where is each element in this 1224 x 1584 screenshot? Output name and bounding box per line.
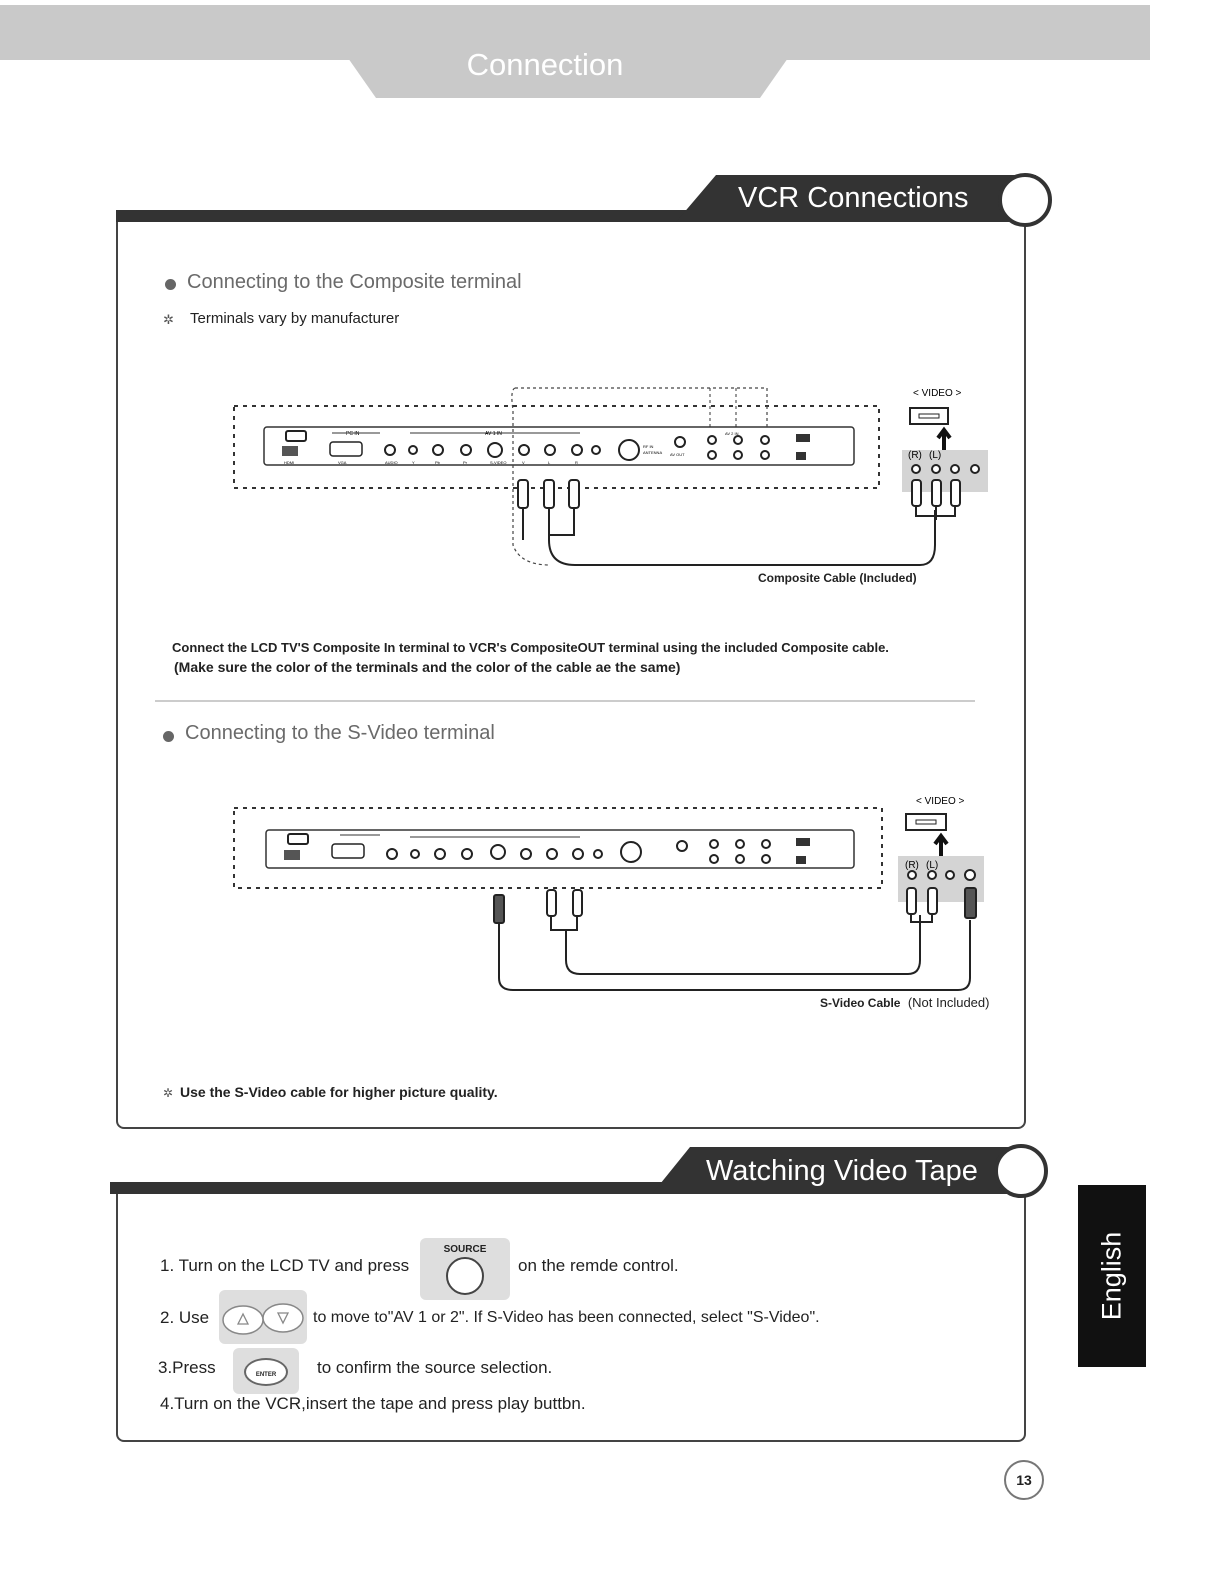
pr-port-label: Pr bbox=[463, 460, 467, 465]
video-device-label-1: < VIDEO > bbox=[913, 388, 962, 399]
note-icon: ✲ bbox=[163, 312, 174, 327]
y-port-label: Y bbox=[412, 460, 415, 465]
audio-cable-line bbox=[551, 915, 920, 974]
v-jack bbox=[519, 445, 529, 455]
vcr-plug-r-1 bbox=[912, 480, 921, 506]
arrow-up-icon-2 bbox=[935, 836, 947, 858]
l-port-label: L bbox=[548, 460, 551, 465]
source-button-box bbox=[420, 1238, 510, 1300]
svideo-tip: Use the S-Video cable for higher picture quality. bbox=[180, 1084, 498, 1100]
rf-in-jack-2 bbox=[621, 842, 641, 862]
r-jack bbox=[572, 445, 582, 455]
av2-v-top bbox=[761, 436, 769, 444]
antenna-label: ANTENNA bbox=[643, 450, 663, 455]
svideo-cable-label bbox=[820, 995, 989, 1010]
page-title: Connection bbox=[466, 47, 624, 82]
composite-bullet bbox=[165, 279, 176, 290]
hdmi-label: HDMI bbox=[284, 460, 295, 465]
switch-1b bbox=[796, 838, 810, 846]
switch-2 bbox=[796, 452, 806, 460]
enter-button-box bbox=[233, 1348, 299, 1394]
svideo-port-label: S-VIDEO bbox=[490, 460, 507, 465]
step-3-text: 3.Press bbox=[158, 1358, 216, 1377]
arrow-up-icon bbox=[938, 430, 950, 452]
section-divider bbox=[155, 700, 975, 702]
l-jack-2 bbox=[547, 849, 557, 859]
enter-label: ENTER bbox=[255, 1372, 277, 1378]
rf-in-label: RF IN bbox=[643, 444, 654, 449]
vcr-section-title: VCR Connections bbox=[738, 182, 969, 214]
vcr-cable-join-1 bbox=[916, 506, 955, 520]
aux-jack bbox=[592, 446, 600, 454]
r-port-label: R bbox=[575, 460, 578, 465]
pb-port-label: Pb bbox=[435, 460, 440, 465]
pb-jack-2 bbox=[435, 849, 445, 859]
l-jack bbox=[545, 445, 555, 455]
vcr-plug-r-2 bbox=[907, 888, 916, 914]
step-4-text: 4.Turn on the VCR,insert the tape and press play buttbn. bbox=[160, 1394, 586, 1413]
step-2-text-end: to move to"AV 1 or 2". If S-Video has been connected, select "S-Video". bbox=[313, 1309, 820, 1326]
svideo-bullet bbox=[163, 731, 174, 742]
vcr-v-jack-2 bbox=[946, 871, 954, 879]
rf-in-jack bbox=[619, 440, 639, 460]
language-label: English bbox=[1096, 1231, 1127, 1321]
watching-section-title: Watching Video Tape bbox=[706, 1155, 978, 1187]
vcr-plug-l-2 bbox=[928, 888, 937, 914]
vcr-svideo-jack-1 bbox=[971, 465, 979, 473]
vcr-section-circle bbox=[998, 173, 1052, 227]
tv-side-cables bbox=[523, 508, 574, 540]
av2-r-bottom-2 bbox=[710, 855, 718, 863]
v-jack-2 bbox=[521, 849, 531, 859]
vcr-v-jack-1 bbox=[951, 465, 959, 473]
step-1-text: 1. Turn on the LCD TV and press bbox=[160, 1256, 410, 1275]
av2-label: AV 2 IN bbox=[725, 431, 739, 436]
vga-port bbox=[330, 442, 362, 456]
switch-2b bbox=[796, 856, 806, 864]
av2-v-bottom-2 bbox=[762, 855, 770, 863]
y-jack bbox=[409, 446, 417, 454]
y-jack-2 bbox=[411, 850, 419, 858]
av2-l-top bbox=[734, 436, 742, 444]
vga-label: VGA bbox=[338, 460, 347, 465]
svideo-cable-name: S-Video Cable bbox=[820, 996, 901, 1010]
av2-v-bottom bbox=[761, 451, 769, 459]
composite-diagram bbox=[230, 380, 1000, 590]
left-label-2: (L) bbox=[926, 860, 939, 871]
audio-jack bbox=[385, 445, 395, 455]
av2-r-top bbox=[708, 436, 716, 444]
watching-section-circle bbox=[994, 1144, 1048, 1198]
av2-r-bottom bbox=[708, 451, 716, 459]
vga-port-2 bbox=[332, 844, 364, 858]
av2-l-bottom-2 bbox=[736, 855, 744, 863]
right-label-1: (R) bbox=[908, 450, 922, 461]
svideo-diagram bbox=[230, 790, 1000, 1000]
tv-plug-l-2 bbox=[547, 890, 556, 916]
source-label: SOURCE bbox=[443, 1244, 487, 1255]
language-tab bbox=[1078, 1185, 1146, 1367]
pb-jack bbox=[433, 445, 443, 455]
vcr-device-1 bbox=[910, 408, 948, 424]
audio-port-label: AUDIO bbox=[385, 460, 398, 465]
vcr-device-2 bbox=[906, 814, 946, 830]
vcr-svideo-jack-2 bbox=[965, 870, 975, 880]
vcr-section-bar bbox=[116, 210, 716, 222]
hdmi-port bbox=[286, 431, 306, 441]
tv-panel-outline-2 bbox=[234, 808, 882, 888]
hdmi-port-lower bbox=[282, 446, 298, 456]
audio-jack-2 bbox=[387, 849, 397, 859]
av2-l-bottom bbox=[734, 451, 742, 459]
composite-heading: Connecting to the Composite terminal bbox=[187, 271, 522, 293]
svideo-plug-tv bbox=[494, 895, 504, 923]
pr-jack bbox=[461, 445, 471, 455]
av-out-jack bbox=[675, 437, 685, 447]
aux-jack-2 bbox=[594, 850, 602, 858]
svideo-heading: Connecting to the S-Video terminal bbox=[185, 722, 495, 744]
page-number: 13 bbox=[1004, 1460, 1044, 1500]
pr-jack-2 bbox=[462, 849, 472, 859]
vcr-l-jack-1 bbox=[932, 465, 940, 473]
svideo-jack-2 bbox=[491, 845, 505, 859]
av2-r-top-2 bbox=[710, 840, 718, 848]
hdmi-port-2 bbox=[288, 834, 308, 844]
arrow-buttons-icon bbox=[219, 1290, 307, 1344]
step-1-text-end: on the remde control. bbox=[518, 1256, 679, 1275]
av-out-jack-2 bbox=[677, 841, 687, 851]
up-arrow-button[interactable] bbox=[223, 1306, 263, 1334]
left-label-1: (L) bbox=[929, 450, 942, 461]
tip-icon: ✲ bbox=[163, 1086, 174, 1100]
svideo-jack bbox=[488, 443, 502, 457]
down-arrow-button[interactable] bbox=[263, 1304, 303, 1332]
av2-v-top-2 bbox=[762, 840, 770, 848]
tv-plug-r-2 bbox=[573, 890, 582, 916]
source-button[interactable] bbox=[446, 1257, 484, 1295]
switch-1 bbox=[796, 434, 810, 442]
vcr-cable-join-2 bbox=[911, 914, 932, 922]
step-2-text: 2. Use bbox=[160, 1308, 210, 1327]
vcr-l-jack-2 bbox=[928, 871, 936, 879]
svideo-cable-note: (Not Included) bbox=[907, 995, 990, 1010]
vcr-plug-l-1 bbox=[932, 480, 941, 506]
watching-section-bar bbox=[110, 1182, 680, 1194]
composite-instruction-2: (Make sure the color of the terminals and the color of the cable ae the same) bbox=[174, 659, 681, 675]
hdmi-port-lower-2 bbox=[284, 850, 300, 860]
composite-cable-line bbox=[549, 510, 935, 565]
pc-in-label: PC IN bbox=[346, 431, 360, 437]
right-label-2: (R) bbox=[905, 860, 919, 871]
r-jack-2 bbox=[573, 849, 583, 859]
vcr-r-jack-2 bbox=[908, 871, 916, 879]
vcr-r-jack-1 bbox=[912, 465, 920, 473]
av2-l-top-2 bbox=[736, 840, 744, 848]
enter-button[interactable] bbox=[244, 1358, 288, 1386]
av1-label: AV 1 IN bbox=[485, 431, 502, 437]
vcr-plug-v-1 bbox=[951, 480, 960, 506]
svideo-plug-vcr bbox=[965, 888, 976, 918]
zoom-outline-top bbox=[515, 388, 767, 430]
composite-instruction-1: Connect the LCD TV'S Composite In terminal to VCR's CompositeOUT terminal using the included Composite cable. bbox=[172, 640, 889, 655]
tv-side-plugs bbox=[518, 480, 579, 508]
step-3-text-end: to confirm the source selection. bbox=[317, 1358, 553, 1377]
arrow-buttons-box bbox=[219, 1290, 307, 1344]
composite-cable-label: Composite Cable (Included) bbox=[758, 571, 917, 585]
manufacturer-note: Terminals vary by manufacturer bbox=[190, 310, 400, 327]
zoom-outline-side bbox=[512, 388, 550, 565]
video-device-label-2: < VIDEO > bbox=[916, 796, 965, 807]
av-out-label: AV OUT bbox=[670, 452, 685, 457]
v-port-label: V bbox=[522, 460, 525, 465]
